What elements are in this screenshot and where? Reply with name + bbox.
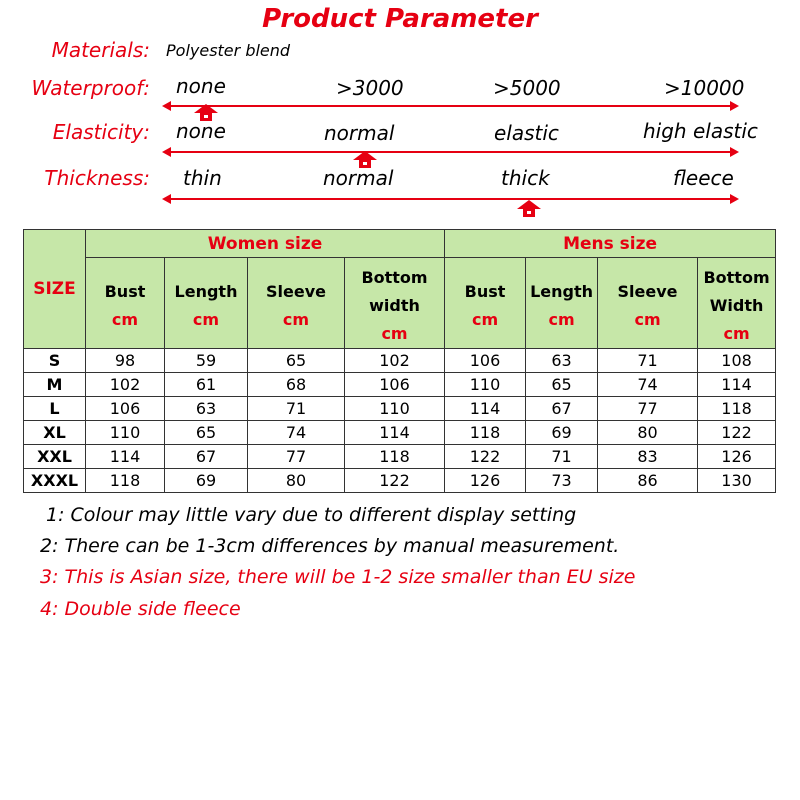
- waterproof-option: >5000: [493, 76, 561, 100]
- table-cell: 126: [698, 445, 776, 469]
- materials-value: Polyester blend: [166, 41, 291, 60]
- thickness-scale-line: [170, 198, 730, 200]
- table-cell: 118: [345, 445, 445, 469]
- table-row: [24, 397, 776, 421]
- table-row: [24, 445, 776, 469]
- table-cell: 126: [445, 469, 526, 493]
- table-row: [24, 421, 776, 445]
- scale-arrow-right-icon: [730, 147, 739, 157]
- table-row: [24, 469, 776, 493]
- table-cell: 106: [445, 349, 526, 373]
- table-cell: 114: [345, 421, 445, 445]
- table-cell: 65: [248, 349, 345, 373]
- table-cell: 110: [445, 373, 526, 397]
- table-cell: 80: [248, 469, 345, 493]
- table-cell: 118: [698, 397, 776, 421]
- page-title: Product Parameter: [262, 4, 538, 34]
- table-cell: 59: [165, 349, 248, 373]
- note-item: 3: This is Asian size, there will be 1-2 size smaller than EU size: [40, 566, 636, 588]
- size-chart-table: [23, 229, 776, 493]
- table-cell: 118: [445, 421, 526, 445]
- table-cell: 114: [445, 397, 526, 421]
- size-cell: L: [24, 397, 86, 421]
- elasticity-option: elastic: [494, 121, 559, 145]
- table-cell: 102: [86, 373, 165, 397]
- table-cell: 98: [86, 349, 165, 373]
- size-cell: M: [24, 373, 86, 397]
- note-item: 2: There can be 1-3cm differences by manual measurement.: [40, 535, 620, 557]
- table-cell: 63: [165, 397, 248, 421]
- waterproof-option: none: [176, 74, 226, 98]
- column-header: Sleeve cm: [248, 258, 345, 349]
- table-cell: 69: [526, 421, 598, 445]
- size-cell: XL: [24, 421, 86, 445]
- table-cell: 71: [248, 397, 345, 421]
- elasticity-selected-marker-icon: [353, 151, 377, 167]
- table-cell: 61: [165, 373, 248, 397]
- table-cell: 118: [86, 469, 165, 493]
- waterproof-option: >10000: [664, 76, 745, 100]
- waterproof-label: Waterproof:: [31, 76, 150, 100]
- table-cell: 63: [526, 349, 598, 373]
- note-item: 4: Double side fleece: [40, 598, 241, 620]
- table-cell: 110: [345, 397, 445, 421]
- table-cell: 114: [86, 445, 165, 469]
- column-header: Bust cm: [445, 258, 526, 349]
- table-cell: 71: [598, 349, 698, 373]
- table-cell: 108: [698, 349, 776, 373]
- waterproof-scale-line: [170, 105, 730, 107]
- column-header: Bottom width cm: [345, 258, 445, 349]
- column-header: Length cm: [526, 258, 598, 349]
- table-cell: 122: [698, 421, 776, 445]
- column-header: Length cm: [165, 258, 248, 349]
- column-header: Bust cm: [86, 258, 165, 349]
- thickness-option: thick: [501, 166, 550, 190]
- elasticity-scale-line: [170, 151, 730, 153]
- table-cell: 74: [598, 373, 698, 397]
- table-cell: 73: [526, 469, 598, 493]
- table-cell: 106: [86, 397, 165, 421]
- table-cell: 86: [598, 469, 698, 493]
- size-cell: S: [24, 349, 86, 373]
- note-item: 1: Colour may little vary due to different display setting: [46, 504, 577, 526]
- table-cell: 106: [345, 373, 445, 397]
- women-size-header: Women size: [86, 230, 445, 258]
- table-cell: 130: [698, 469, 776, 493]
- elasticity-option: none: [176, 119, 226, 143]
- table-cell: 102: [345, 349, 445, 373]
- thickness-selected-marker-icon: [517, 200, 541, 216]
- table-cell: 80: [598, 421, 698, 445]
- table-row: [24, 349, 776, 373]
- scale-arrow-right-icon: [730, 101, 739, 111]
- table-cell: 65: [526, 373, 598, 397]
- table-cell: 83: [598, 445, 698, 469]
- table-cell: 67: [165, 445, 248, 469]
- materials-label: Materials:: [51, 38, 150, 62]
- waterproof-option: >3000: [336, 76, 404, 100]
- table-cell: 65: [165, 421, 248, 445]
- table-row: [24, 373, 776, 397]
- table-cell: 67: [526, 397, 598, 421]
- thickness-option: normal: [323, 166, 394, 190]
- table-cell: 77: [598, 397, 698, 421]
- thickness-option: thin: [183, 166, 222, 190]
- table-cell: 68: [248, 373, 345, 397]
- thickness-option: fleece: [673, 166, 734, 190]
- elasticity-option: high elastic: [643, 119, 758, 143]
- table-cell: 122: [445, 445, 526, 469]
- table-cell: 114: [698, 373, 776, 397]
- table-cell: 74: [248, 421, 345, 445]
- thickness-label: Thickness:: [44, 166, 150, 190]
- size-header: SIZE: [24, 230, 86, 349]
- table-cell: 69: [165, 469, 248, 493]
- size-cell: XXL: [24, 445, 86, 469]
- elasticity-label: Elasticity:: [52, 120, 150, 144]
- column-header: Sleeve cm: [598, 258, 698, 349]
- scale-arrow-right-icon: [730, 194, 739, 204]
- size-cell: XXXL: [24, 469, 86, 493]
- table-cell: 77: [248, 445, 345, 469]
- waterproof-selected-marker-icon: [194, 104, 218, 120]
- table-cell: 122: [345, 469, 445, 493]
- elasticity-option: normal: [324, 121, 395, 145]
- table-cell: 71: [526, 445, 598, 469]
- table-cell: 110: [86, 421, 165, 445]
- men-size-header: Mens size: [445, 230, 776, 258]
- column-header: Bottom Width cm: [698, 258, 776, 349]
